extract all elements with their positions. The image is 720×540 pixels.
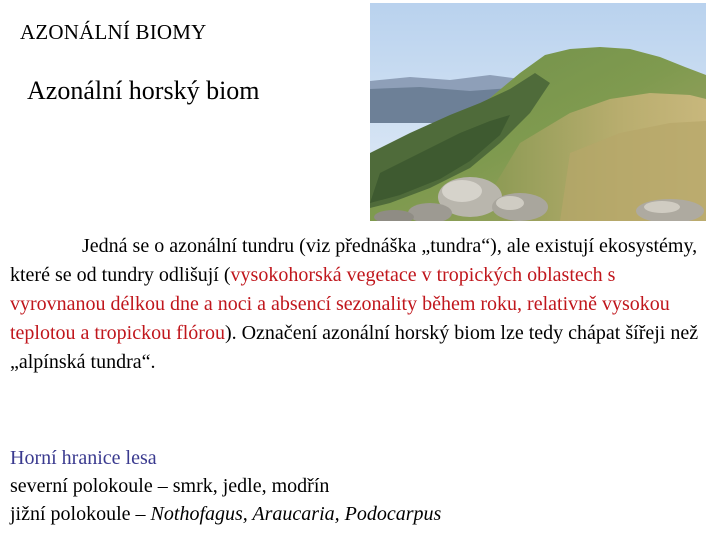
treeline-section: [10, 444, 710, 528]
slide-subtitle: Azonální horský biom: [27, 76, 260, 105]
paragraph-text-end: ). Označení azonální horský biom lze tedy chápat šířeji než „alpínská tundra“.: [10, 322, 699, 373]
tropical-highland-highlight: vysokohorská vegetace v tropických oblastech s vyrovnanou délkou dne a noci a absencí sezonality během roku, relativně vysokou teplotou a tropickou flórou: [10, 264, 670, 344]
description-paragraph: [10, 232, 710, 377]
treeline-heading: Horní hranice lesa: [10, 447, 157, 469]
treeline-north: severní polokoule – smrk, jedle, modřín: [10, 475, 330, 497]
treeline-south: [10, 500, 710, 528]
mountain-landscape-photo: [370, 3, 706, 221]
treeline-south-taxa: Nothofagus, Araucaria, Podocarpus: [150, 503, 442, 525]
treeline-south-prefix: jižní polokoule –: [10, 503, 151, 525]
paragraph-text-start: Jedná se o azonální tundru (viz přednáška „tundra“), ale existují ekosystémy, které se od tundry odlišují (: [10, 235, 698, 286]
header-title: AZONÁLNÍ BIOMY: [20, 20, 207, 44]
